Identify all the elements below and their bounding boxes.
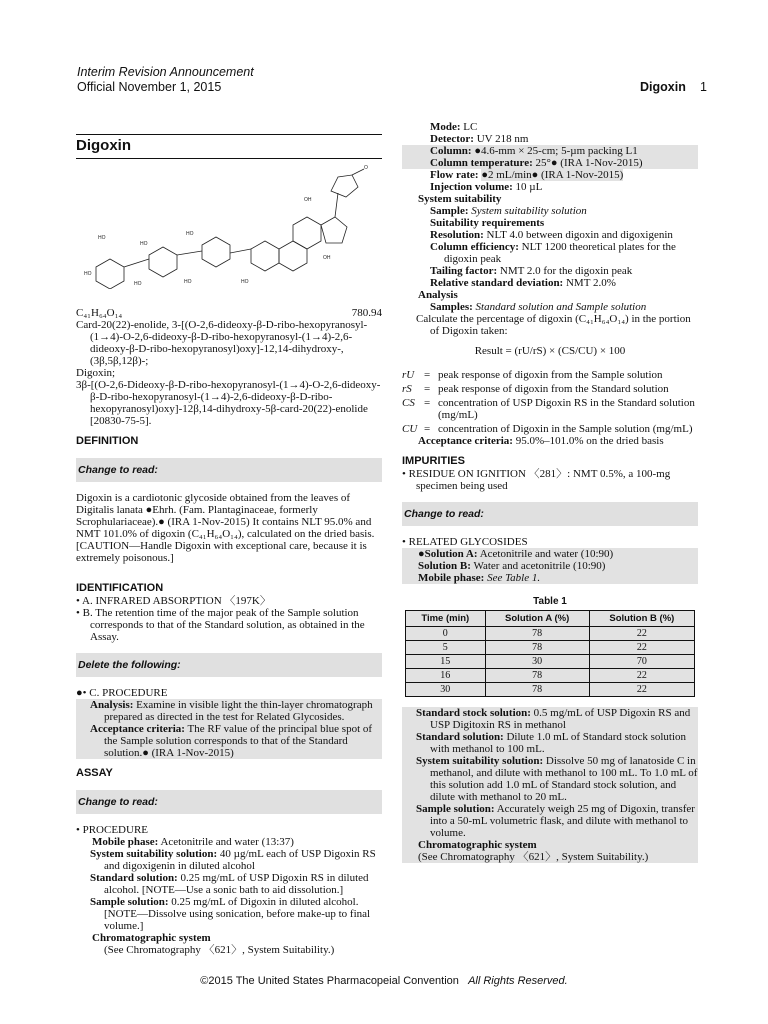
- column-value: ●4.6-mm × 25-cm; 5-µm packing L1: [474, 145, 638, 157]
- mode-value: LC: [463, 121, 478, 133]
- monograph-title: Digoxin: [76, 137, 131, 154]
- table-cell: 30: [406, 683, 486, 697]
- table-header-time: Time (min): [406, 611, 486, 627]
- def-text: peak response of digoxin from the Standard solution: [438, 383, 669, 395]
- assay-change-banner: Change to read:: [76, 790, 382, 814]
- digoxin-structure-drawing: [76, 163, 382, 289]
- acceptance-text: The RF value of the principal blue spot of the Sample solution corresponds to that of the Standard solution.● (IRA 1-Nov-2015): [104, 723, 373, 759]
- mode: [402, 121, 698, 133]
- identification-c-heading: ●• C. PROCEDURE: [76, 687, 168, 699]
- table-header-solution-b: Solution B (%): [589, 611, 694, 627]
- column: [402, 145, 698, 157]
- resolution: [402, 229, 698, 241]
- svg-text:OH: OH: [323, 255, 331, 261]
- sys-suit-head: System suitability: [418, 193, 502, 205]
- flow-rate: [402, 169, 698, 181]
- identification-a: • A. INFRARED ABSORPTION 〈197K〉: [76, 595, 271, 607]
- assay-heading: ASSAY: [76, 767, 113, 779]
- column-efficiency: [402, 241, 698, 265]
- rsd-label: Relative standard deviation:: [430, 277, 564, 289]
- rsd-value: NMT 2.0%: [565, 277, 616, 289]
- copyright: ©2015 The United States Pharmacopeial Convention: [200, 975, 459, 987]
- solB-label: Solution B:: [418, 560, 471, 572]
- related-glycosides-heading: • RELATED GLYCOSIDES: [402, 536, 528, 548]
- table-cell: 22: [589, 669, 694, 683]
- result-equation: Result = (rU/rS) × (CS/CU) × 100: [474, 345, 626, 357]
- table-cell: 30: [485, 655, 589, 669]
- def-text: peak response of digoxin from the Sample solution: [438, 369, 663, 381]
- mobile-phase-related: [402, 572, 698, 584]
- mode-label: Mode:: [430, 121, 461, 133]
- samp-label: Sample solution:: [416, 803, 495, 815]
- table-row: [406, 683, 695, 697]
- chemical-name-2: Digoxin;: [76, 367, 116, 379]
- analysis-head-label: Analysis: [418, 289, 458, 301]
- inj-value: 10 µL: [515, 181, 543, 193]
- sys-suit-label: System suitability solution:: [90, 848, 218, 860]
- mp-label: Mobile phase:: [418, 572, 485, 584]
- table-cell: 5: [406, 641, 486, 655]
- table-cell: 78: [485, 641, 589, 655]
- table-cell: 0: [406, 627, 486, 641]
- table-caption: Table 1: [533, 596, 567, 607]
- stock-value: 0.5 mg/mL of USP Digoxin RS and USP Digitoxin RS in methanol: [430, 707, 691, 731]
- table-row: [406, 669, 695, 683]
- res-value: NLT 4.0 between digoxin and digoxigenin: [486, 229, 673, 241]
- table-row: [406, 641, 695, 655]
- svg-text:HO: HO: [134, 281, 142, 287]
- def-symbol: CS: [402, 397, 415, 409]
- accept-value: 95.0%–101.0% on the dried basis: [515, 435, 664, 447]
- chromatographic-system-ref: (See Chromatography 〈621〉, System Suitability.): [104, 944, 335, 956]
- svg-text:OH: OH: [304, 197, 312, 203]
- standard-stock-solution: [402, 707, 698, 731]
- coltemp-label: Column temperature:: [430, 157, 533, 169]
- ss-req-label: Suitability requirements: [430, 217, 545, 229]
- mobile-phase: [76, 836, 382, 848]
- sample-solution: [76, 896, 382, 932]
- header-monograph: Digoxin: [640, 80, 686, 94]
- mobile-phase-value: Acetonitrile and water (13:37): [160, 836, 294, 848]
- sys-suit-value: 40 µg/mL each of USP Digoxin RS and digoxigenin in diluted alcohol: [104, 848, 376, 872]
- def-eq: =: [424, 383, 431, 395]
- std-sol-label: Standard solution:: [90, 872, 178, 884]
- structural-formula-image: [76, 163, 382, 291]
- related-change-banner: Change to read:: [402, 502, 698, 526]
- chrom-sys-label: Chromatographic system: [92, 932, 211, 944]
- table-cell: 22: [589, 627, 694, 641]
- solution-b: [402, 560, 698, 572]
- identification-heading: IDENTIFICATION: [76, 582, 164, 594]
- ss-sample: [402, 205, 698, 217]
- column-label: Column:: [430, 145, 472, 157]
- svg-text:HO: HO: [98, 235, 106, 241]
- solA-value: Acetonitrile and water (10:90): [479, 548, 614, 560]
- sss-value: Dissolve 50 mg of lanatoside C in methanol, and dilute with methanol to 100 mL. To 1.0 mL of this solution add 1.0 mL of Standard stock solution, and dilute with methanol to 20 mL.: [430, 755, 698, 803]
- table-cell: 22: [589, 683, 694, 697]
- colef-label: Column efficiency:: [430, 241, 519, 253]
- std-label: Standard solution:: [416, 731, 504, 743]
- delete-following-banner: Delete the following:: [76, 653, 382, 677]
- residue-on-ignition: • RESIDUE ON IGNITION 〈281〉: NMT 0.5%, a 100-mg specimen being used: [402, 468, 671, 492]
- table-row: [406, 627, 695, 641]
- identification-c-analysis: [76, 699, 382, 723]
- calculation-instruction: Calculate the percentage of digoxin (C₄₁H₆₄O₁₄) in the portion of Digoxin taken:: [416, 313, 691, 337]
- ss-sample-label: Sample:: [430, 205, 469, 217]
- detector-value: UV 218 nm: [476, 133, 529, 145]
- table-cell: 78: [485, 627, 589, 641]
- ss-sample-value: System suitability solution: [471, 205, 587, 217]
- table-cell: 70: [589, 655, 694, 669]
- table-cell: 78: [485, 669, 589, 683]
- flow-label: Flow rate:: [430, 169, 479, 181]
- header-announcement: Interim Revision Announcement: [77, 65, 254, 79]
- inj-label: Injection volume:: [430, 181, 513, 193]
- system-suitability-head: [402, 193, 698, 205]
- variable-definitions: [402, 369, 698, 435]
- acceptance-label: Acceptance criteria:: [90, 723, 185, 735]
- svg-text:HO: HO: [241, 279, 249, 285]
- accept-label: Acceptance criteria:: [418, 435, 513, 447]
- table-cell: 16: [406, 669, 486, 683]
- right-column: [402, 121, 698, 863]
- analysis-label: Analysis:: [90, 699, 134, 711]
- samples-label: Samples:: [430, 301, 473, 313]
- definition-heading: DEFINITION: [76, 435, 139, 447]
- impurities-heading: IMPURITIES: [402, 455, 465, 467]
- related-chromatographic-ref: (See Chromatography 〈621〉, System Suitability.): [402, 851, 698, 863]
- tail-label: Tailing factor:: [430, 265, 498, 277]
- table-row: [406, 655, 695, 669]
- solA-label: ●Solution A:: [418, 548, 478, 560]
- acceptance-criteria: [402, 435, 698, 447]
- header-page-number: 1: [700, 80, 707, 94]
- detector-label: Detector:: [430, 133, 474, 145]
- samp-value: Accurately weigh 25 mg of Digoxin, transfer into a 50-mL volumetric flask, and dilute with methanol to volume.: [430, 803, 695, 839]
- colef-value: NLT 1200 theoretical plates for the digoxin peak: [444, 241, 676, 265]
- change-to-read-banner: Change to read:: [76, 458, 382, 482]
- system-suitability-solution: [76, 848, 382, 872]
- identification-c-acceptance: [76, 723, 382, 759]
- related-system-suitability-solution: [402, 755, 698, 803]
- std-value: Dilute 1.0 mL of Standard stock solution with methanol to 100 mL.: [430, 731, 687, 755]
- stock-label: Standard stock solution:: [416, 707, 531, 719]
- table-cell: 15: [406, 655, 486, 669]
- cs-label: Chromatographic system: [418, 839, 537, 851]
- sample-sol-label: Sample solution:: [90, 896, 169, 908]
- svg-text:HO: HO: [84, 271, 92, 277]
- def-symbol: rU: [402, 369, 415, 381]
- related-sample-solution: [402, 803, 698, 839]
- sample-sol-value: 0.25 mg/mL of Digoxin in diluted alcohol. [NOTE—Dissolve using sonication, before make-up to final volume.]: [104, 896, 371, 932]
- def-eq: =: [424, 423, 431, 435]
- flow-value: ●2 mL/min● (IRA 1-Nov-2015): [481, 169, 624, 181]
- molecular-formula-row: [76, 307, 382, 319]
- header-date: Official November 1, 2015: [77, 80, 222, 94]
- sss-label: System suitability solution:: [416, 755, 544, 767]
- table-cell: 78: [485, 683, 589, 697]
- samples: [402, 301, 698, 313]
- ss-requirements: [402, 217, 698, 229]
- standard-solution: [76, 872, 382, 896]
- procedure-heading: • PROCEDURE: [76, 824, 148, 836]
- related-chromatographic-system: [402, 839, 698, 851]
- title-rule-bottom: [76, 158, 382, 159]
- title-rule-top: [76, 134, 382, 135]
- chromatographic-system-label: [76, 932, 382, 944]
- def-symbol: rS: [402, 383, 412, 395]
- molecular-weight: 780.94: [351, 307, 382, 319]
- tail-value: NMT 2.0 for the digoxin peak: [499, 265, 633, 277]
- solution-a: [402, 548, 698, 560]
- table-header-solution-a: Solution A (%): [485, 611, 589, 627]
- detector: [402, 133, 698, 145]
- svg-text:HO: HO: [140, 241, 148, 247]
- related-standard-solution: [402, 731, 698, 755]
- mobile-phase-label: Mobile phase:: [92, 836, 159, 848]
- definition-text: Digoxin is a cardiotonic glycoside obtained from the leaves of Digitalis lanata ●Ehrh. (Fam. Plantaginaceae, formerly Scrophulariaceae).● (IRA 1-Nov-2015) It contains NLT 95.0% and NMT 101.0% of digoxin (C₄₁H₆₄O₁₄), calculated on the dried basis. [CAUTION—Handle Digoxin with exceptional care, because it is extremely poisonous.]: [76, 492, 375, 564]
- analysis-text: Examine in visible light the thin-layer chromatograph prepared as directed in the test for Related Glycosides.: [104, 699, 373, 723]
- tailing-factor: [402, 265, 698, 277]
- mp-value: See Table 1.: [487, 572, 541, 584]
- svg-text:HO: HO: [186, 231, 194, 237]
- table-header-row: [406, 611, 695, 627]
- related-solutions: [402, 707, 698, 863]
- chemical-name-1: Card-20(22)-enolide, 3-[(O-2,6-dideoxy-β-D-ribo-hexopyranosyl-(1→4)-O-2,6-dideoxy-β-D-ribo-hexopyranosyl-(1→4)-2,6-dideoxy-β-D-ribo-hexopyranosyl)oxy]-12,14-dihydroxy-, (3β,5β,12β)-;: [76, 319, 368, 367]
- molecular-formula: C₄₁H₆₄O₁₄: [76, 307, 123, 319]
- injection-volume: [402, 181, 698, 193]
- rsd: [402, 277, 698, 289]
- samples-value: Standard solution and Sample solution: [475, 301, 647, 313]
- left-column: [76, 134, 382, 956]
- std-sol-value: 0.25 mg/mL of USP Digoxin RS in diluted alcohol. [NOTE—Use a sonic bath to aid dissolution.]: [104, 872, 369, 896]
- rights-reserved: All Rights Reserved.: [468, 975, 568, 987]
- analysis-head: [402, 289, 698, 301]
- gradient-table: [405, 610, 695, 697]
- chemical-name-3: 3β-[(O-2,6-Dideoxy-β-D-ribo-hexopyranosyl-(1→4)-O-2,6-dideoxy-β-D-ribo-hexopyranosyl-(1→4)-2,6-dideoxy-β-D-ribo-hexopyranosyl)oxy]-12β,14-dihydroxy-5β-card-20(22)-enolide [20830-75-5].: [76, 379, 381, 427]
- identification-b: • B. The retention time of the major peak of the Sample solution corresponds to that of the Standard solution, as obtained in the Assay.: [76, 607, 365, 643]
- solB-value: Water and acetonitrile (10:90): [473, 560, 606, 572]
- def-text: concentration of USP Digoxin RS in the Standard solution (mg/mL): [438, 397, 695, 421]
- def-symbol: CU: [402, 423, 418, 435]
- res-label: Resolution:: [430, 229, 484, 241]
- coltemp-value: 25°● (IRA 1-Nov-2015): [535, 157, 643, 169]
- def-text: concentration of Digoxin in the Sample solution (mg/mL): [438, 423, 693, 435]
- table-cell: 22: [589, 641, 694, 655]
- column-temperature: [402, 157, 698, 169]
- def-eq: =: [424, 369, 431, 381]
- svg-text:HO: HO: [184, 279, 192, 285]
- def-eq: =: [424, 397, 431, 409]
- page-footer: [0, 975, 768, 987]
- svg-text:O: O: [364, 165, 368, 171]
